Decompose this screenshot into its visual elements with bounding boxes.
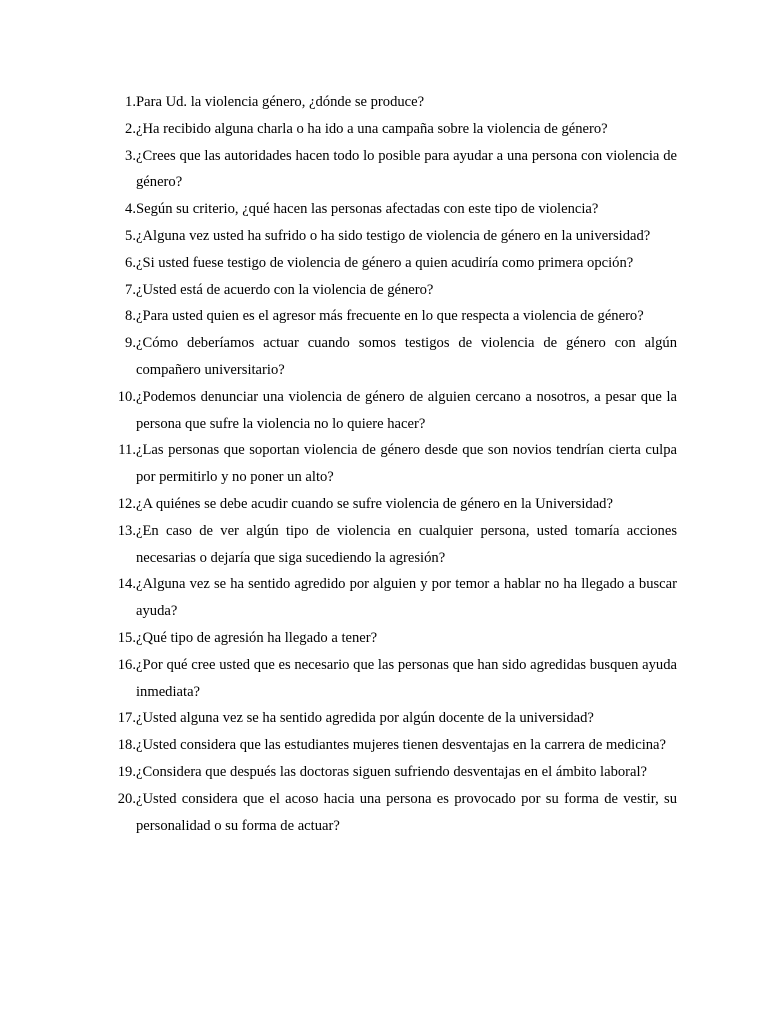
question-text: ¿Por qué cree usted que es necesario que las personas que han sido agredidas busquen ayuda inmediata? [136, 656, 677, 700]
question-item [105, 384, 677, 438]
question-item [105, 143, 677, 197]
question-number [105, 437, 136, 464]
question-item [105, 759, 677, 786]
question-number [105, 759, 136, 786]
question-item [105, 250, 677, 277]
question-text: Según su criterio, ¿qué hacen las personas afectadas con este tipo de violencia? [136, 201, 599, 218]
question-item [105, 652, 677, 706]
question-number [105, 89, 136, 116]
question-number [105, 571, 136, 598]
question-number-text: 16. [117, 656, 136, 673]
question-item [105, 625, 677, 652]
question-text: ¿Qué tipo de agresión ha llegado a tener? [136, 629, 378, 646]
question-number-text: 11. [118, 442, 136, 459]
question-text: ¿Para usted quien es el agresor más frecuente en lo que respecta a violencia de género? [136, 308, 644, 325]
question-text: ¿Considera que después las doctoras siguen sufriendo desventajas en el ámbito laboral? [136, 763, 648, 780]
question-number-text: 1. [125, 94, 136, 110]
question-text: ¿Alguna vez usted ha sufrido o ha sido testigo de violencia de género en la universidad? [136, 227, 651, 244]
question-number [105, 143, 136, 170]
question-item [105, 89, 677, 116]
question-number-text: 18. [117, 737, 136, 754]
question-number-text: 12. [117, 495, 136, 512]
question-number-text: 2. [125, 120, 136, 137]
question-number [105, 303, 136, 330]
question-text: ¿Usted alguna vez se ha sentido agredida por algún docente de la universidad? [136, 710, 594, 727]
question-number [105, 384, 136, 411]
question-number [105, 250, 136, 277]
question-number [105, 518, 136, 545]
question-number [105, 277, 136, 304]
question-number [105, 196, 136, 223]
question-text: ¿En caso de ver algún tipo de violencia en cualquier persona, usted tomaría acciones necesarias o dejaría que siga sucediendo la agresión? [136, 522, 677, 566]
question-item [105, 705, 677, 732]
question-item [105, 518, 677, 572]
question-list [105, 89, 677, 839]
question-text: ¿Cómo deberíamos actuar cuando somos testigos de violencia de género con algún compañero universitario? [136, 335, 677, 378]
question-number-text: 14. [117, 576, 136, 593]
question-text: ¿Las personas que soportan violencia de género desde que son novios tendrían cierta culpa por permitirlo y no poner un alto? [136, 442, 677, 486]
question-number [105, 223, 136, 250]
question-item [105, 303, 677, 330]
question-item [105, 196, 677, 223]
question-item [105, 786, 677, 840]
question-item [105, 491, 677, 518]
question-number-text: 6. [125, 254, 136, 271]
question-item [105, 571, 677, 625]
question-number-text: 13. [117, 522, 136, 539]
question-number-text: 10. [117, 388, 136, 405]
question-text: ¿A quiénes se debe acudir cuando se sufre violencia de género en la Universidad? [136, 495, 613, 512]
question-item [105, 437, 677, 491]
question-item [105, 116, 677, 143]
question-number-text: 15. [117, 629, 136, 646]
question-number-text: 19. [117, 763, 136, 780]
question-number-text: 4. [125, 201, 136, 218]
question-text: ¿Si usted fuese testigo de violencia de género a quien acudiría como primera opción? [136, 254, 634, 271]
question-text: ¿Usted está de acuerdo con la violencia de género? [136, 281, 434, 298]
question-item [105, 330, 677, 384]
question-number [105, 705, 136, 732]
question-number-text: 9. [125, 335, 136, 352]
question-text: ¿Alguna vez se ha sentido agredido por alguien y por temor a hablar no ha llegado a buscar ayuda? [136, 576, 677, 620]
question-number [105, 330, 136, 357]
question-item [105, 223, 677, 250]
question-number [105, 732, 136, 759]
question-number [105, 116, 136, 143]
question-number-text: 17. [117, 710, 136, 727]
question-text: ¿Usted considera que las estudiantes mujeres tienen desventajas en la carrera de medicina? [136, 737, 667, 754]
question-text: ¿Ha recibido alguna charla o ha ido a una campaña sobre la violencia de género? [136, 120, 608, 137]
question-text: ¿Crees que las autoridades hacen todo lo posible para ayudar a una persona con violencia de género? [136, 147, 677, 191]
question-number [105, 491, 136, 518]
question-number-text: 3. [125, 147, 136, 164]
question-text: ¿Usted considera que el acoso hacia una persona es provocado por su forma de vestir, su personalidad o su forma de actuar? [136, 790, 677, 834]
question-number-text: 7. [125, 281, 136, 298]
question-number [105, 625, 136, 652]
question-item [105, 277, 677, 304]
question-number-text: 5. [125, 227, 136, 244]
question-number [105, 652, 136, 679]
question-text: ¿Podemos denunciar una violencia de género de alguien cercano a nosotros, a pesar que la persona que sufre la violencia no lo quiere hacer? [136, 388, 677, 432]
question-text: Para Ud. la violencia género, ¿dónde se produce? [136, 94, 425, 110]
question-number-text: 20. [117, 790, 136, 807]
question-number-text: 8. [125, 308, 136, 325]
question-item [105, 732, 677, 759]
question-number [105, 786, 136, 813]
